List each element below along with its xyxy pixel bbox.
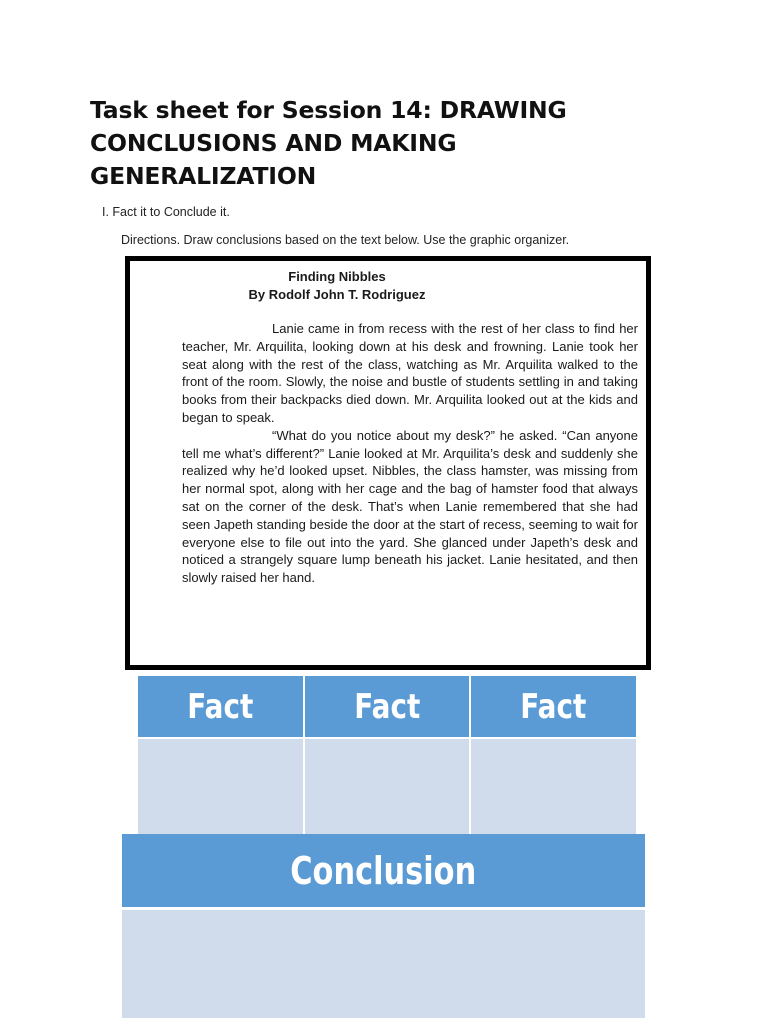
fact-header-1-label: Fact <box>187 686 254 727</box>
fact-header-1 <box>138 676 305 737</box>
fact-header-3-label: Fact <box>520 686 587 727</box>
story-box <box>125 256 651 670</box>
story-heading <box>130 268 646 304</box>
fact-answer-cell-1[interactable] <box>138 739 305 835</box>
fact-answer-cell-3[interactable] <box>471 739 636 835</box>
fact-header-2-label: Fact <box>353 686 421 727</box>
story-title: Finding Nibbles <box>288 269 386 284</box>
conclusion-answer-cell[interactable] <box>122 910 645 1018</box>
story-paragraph-2: “What do you notice about my desk?” he asked. “Can anyone tell me what’s different?” Lanie looked at Mr. Arquilita’s desk and suddenly she realized why he’d looked upset. Nibbles, the class hamster, was missing from her normal spot, along with her cage and the bag of hamster food that always sat on the corner of the desk. That’s when Lanie remembered that she had seen Japeth standing beside the door at the start of recess, seeming to wait for everyone else to file out into the yard. She glanced under Japeth’s desk and noticed a strangely square lump beneath his jacket. Lanie hesitated, and then slowly raised her hand. <box>182 427 638 586</box>
section-label: I. Fact it to Conclude it. <box>102 205 230 219</box>
conclusion-header-label: Conclusion <box>290 848 477 893</box>
story-paragraph-1: Lanie came in from recess with the rest of her class to find her teacher, Mr. Arquilita, looking down at his desk and frowning. Lanie took her seat along with the rest of the class, watching as Mr. Arquilita walked to the front of the room. Slowly, the noise and bustle of students settling in and taking books from their backpacks died down. Mr. Arquilita looked out at the kids and began to speak. <box>182 321 638 425</box>
story-body <box>182 320 638 587</box>
page-title: Task sheet for Session 14: DRAWING CONCLUSIONS AND MAKING GENERALIZATION <box>90 96 567 190</box>
conclusion-header <box>122 834 645 907</box>
directions-text: Directions. Draw conclusions based on the text below. Use the graphic organizer. <box>121 233 570 247</box>
fact-answer-cell-2[interactable] <box>305 739 472 835</box>
fact-organizer <box>138 676 636 835</box>
fact-answer-row <box>138 737 636 835</box>
fact-header-2 <box>305 676 472 737</box>
fact-header-row <box>138 676 636 737</box>
fact-header-3 <box>471 676 636 737</box>
story-byline: By Rodolf John T. Rodriguez <box>248 287 426 302</box>
